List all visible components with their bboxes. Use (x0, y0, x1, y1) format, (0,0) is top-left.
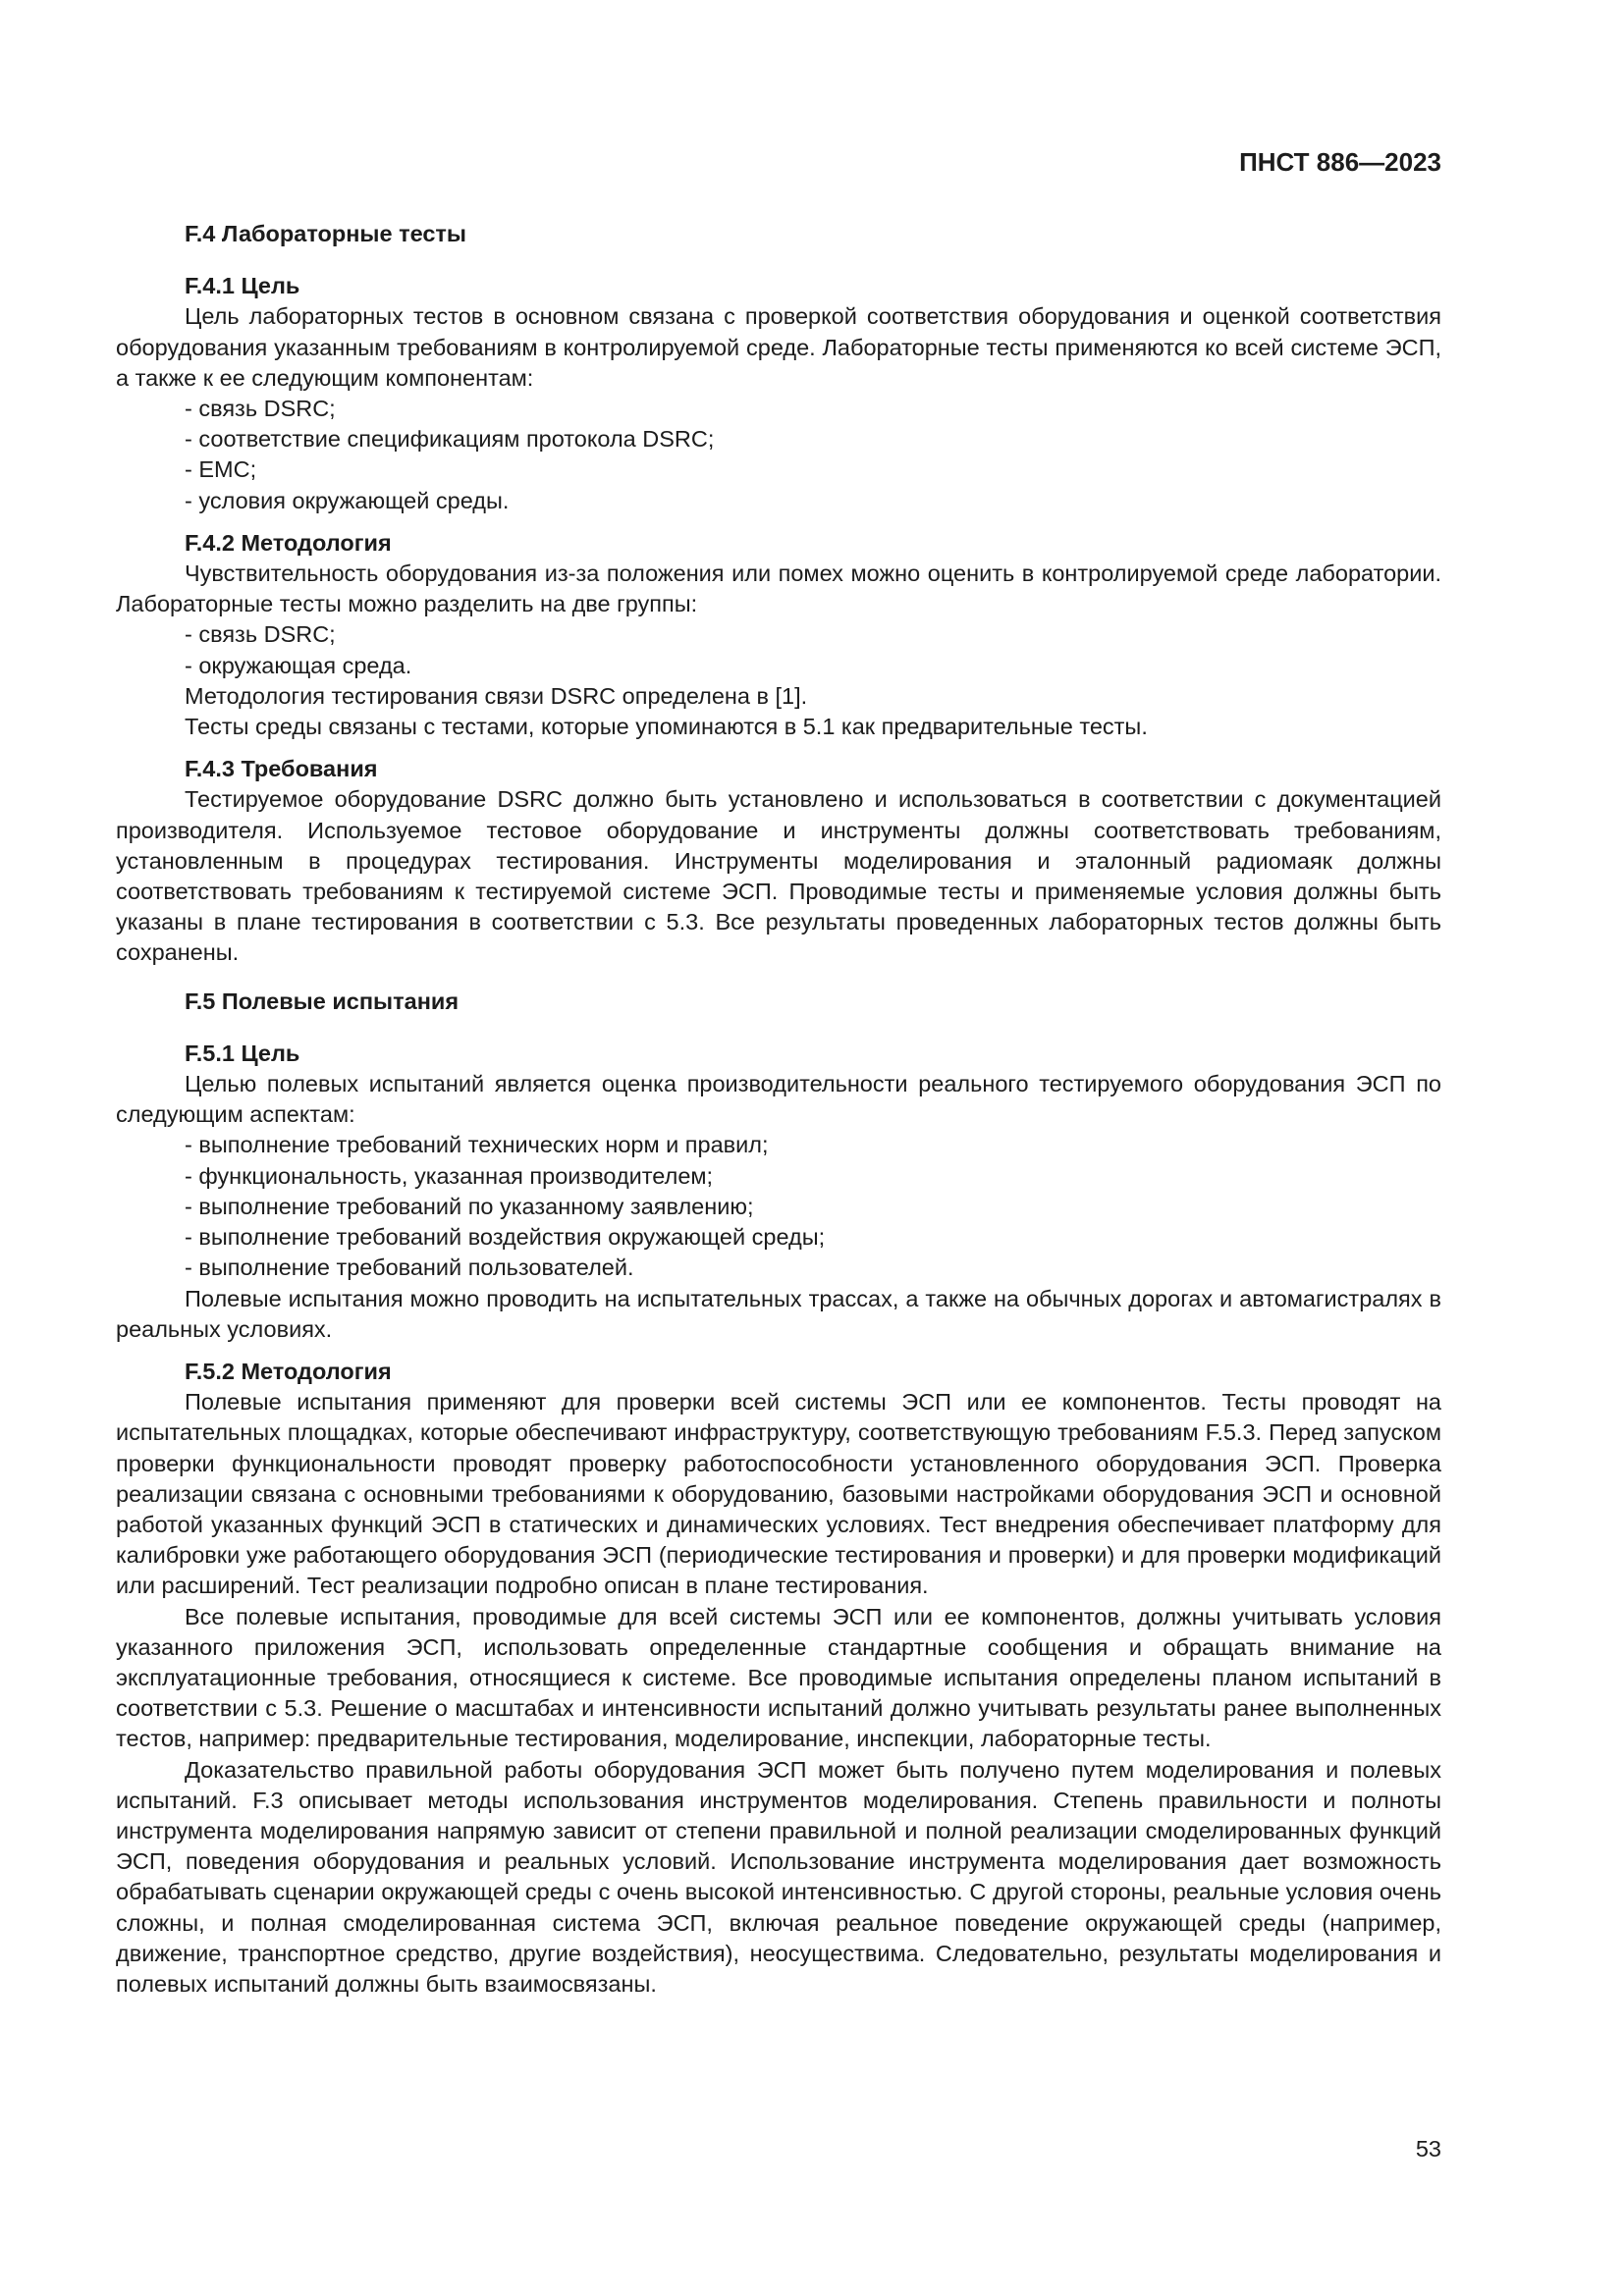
list-item: - условия окружающей среды. (185, 487, 510, 513)
paragraph: Тесты среды связаны с тестами, которые упоминаются в 5.1 как предварительные тесты. (185, 714, 1148, 740)
paragraph: Чувствительность оборудования из-за положения или помех можно оценить в контролируемой среде лаборатории. Лабораторные тесты можно разделить на две группы: (116, 561, 1441, 617)
subsection-f4-1-title: F.4.1 Цель (185, 273, 300, 299)
section-f5-title: F.5 Полевые испытания (185, 988, 460, 1014)
list-item: - выполнение требований по указанному заявлению; (185, 1193, 754, 1219)
subsection-f5-2-title: F.5.2 Методология (185, 1358, 392, 1384)
list-item: - выполнение требований технических норм и правил; (185, 1132, 769, 1158)
section-f4-title: F.4 Лабораторные тесты (185, 221, 467, 246)
body-text (116, 219, 1441, 2000)
document-id: ПНСТ 886—2023 (1239, 147, 1441, 177)
subsection-f4-3-title: F.4.3 Требования (185, 756, 378, 782)
list-item: - связь DSRC; (185, 621, 336, 648)
paragraph: Полевые испытания применяют для проверки всей системы ЭСП или ее компонентов. Тесты проводят на испытательных площадках, которые обеспечивают инфраструктуру, соответствующую требованиям F.5.3. Перед запуском проверки функциональности проводят проверку работоспособности установленного оборудования ЭСП. Проверка реализации связана с основными требованиями к оборудованию, базовыми настройками оборудования ЭСП и основной работой указанных функций ЭСП в статических и динамических условиях. Тест внедрения обеспечивает платформу для калибровки уже работающего оборудования ЭСП (периодические тестирования и проверки) и для проверки модификаций или расширений. Тест реализации подробно описан в плане тестирования. (116, 1389, 1441, 1599)
paragraph: Полевые испытания можно проводить на испытательных трассах, а также на обычных дорогах и автомагистралях в реальных условиях. (116, 1285, 1441, 1342)
paragraph: Доказательство правильной работы оборудования ЭСП может быть получено путем моделирования и полевых испытаний. F.3 описывает методы использования инструментов моделирования. Степень правильности и полноты инструмента моделирования напрямую зависит от степени правильной и полной реализации смоделированных функций ЭСП, поведения оборудования и реальных условий. Использование инструмента моделирования дает возможность обрабатывать сценарии окружающей среды с очень высокой интенсивностью. С другой стороны, реальные условия очень сложны, и полная смоделированная система ЭСП, включая реальное поведение окружающей среды (например, движение, транспортное средство, другие воздействия), неосуществима. Следовательно, результаты моделирования и полевых испытаний должны быть взаимосвязаны. (116, 1756, 1441, 1997)
list-item: - функциональность, указанная производителем; (185, 1162, 714, 1189)
list-item: - связь DSRC; (185, 396, 336, 422)
paragraph: Тестируемое оборудование DSRC должно быть установлено и использоваться в соответствии с документацией производителя. Используемое тестовое оборудование и инструменты должны соответствовать требованиям, установленным в процедурах тестирования. Инструменты моделирования и эталонный радиомаяк должны соответствовать требованиям к тестируемой системе ЭСП. Проводимые тесты и применяемые условия должны быть указаны в плане тестирования в соответствии с 5.3. Все результаты проведенных лабораторных тестов должны быть сохранены. (116, 786, 1441, 966)
paragraph: Методология тестирования связи DSRC определена в [1]. (185, 682, 808, 709)
list-item: - окружающая среда. (185, 652, 412, 678)
paragraph: Цель лабораторных тестов в основном связана с проверкой соответствия оборудования и оценкой соответствия оборудования указанным требованиям в контролируемой среде. Лабораторные тесты применяются ко всей системе ЭСП, а также к ее следующим компонентам: (116, 303, 1441, 391)
list-item: - соответствие спецификациям протокола DSRC; (185, 426, 715, 453)
list-item: - EMC; (185, 456, 257, 483)
paragraph: Целью полевых испытаний является оценка производительности реального тестируемого оборудования ЭСП по следующим аспектам: (116, 1071, 1441, 1128)
page-number: 53 (1415, 2136, 1441, 2162)
list-item: - выполнение требований воздействия окружающей среды; (185, 1224, 826, 1251)
paragraph: Все полевые испытания, проводимые для всей системы ЭСП или ее компонентов, должны учитывать условия указанного приложения ЭСП, использовать определенные стандартные сообщения и обращать внимание на эксплуатационные требования, относящиеся к системе. Все проводимые испытания определены планом испытаний в соответствии с 5.3. Решение о масштабах и интенсивности испытаний должно учитывать результаты ранее выполненных тестов, например: предварительные тестирования, моделирование, инспекции, лабораторные тесты. (116, 1603, 1441, 1752)
list-item: - выполнение требований пользователей. (185, 1255, 634, 1281)
subsection-f5-1-title: F.5.1 Цель (185, 1040, 300, 1066)
subsection-f4-2-title: F.4.2 Методология (185, 529, 392, 556)
